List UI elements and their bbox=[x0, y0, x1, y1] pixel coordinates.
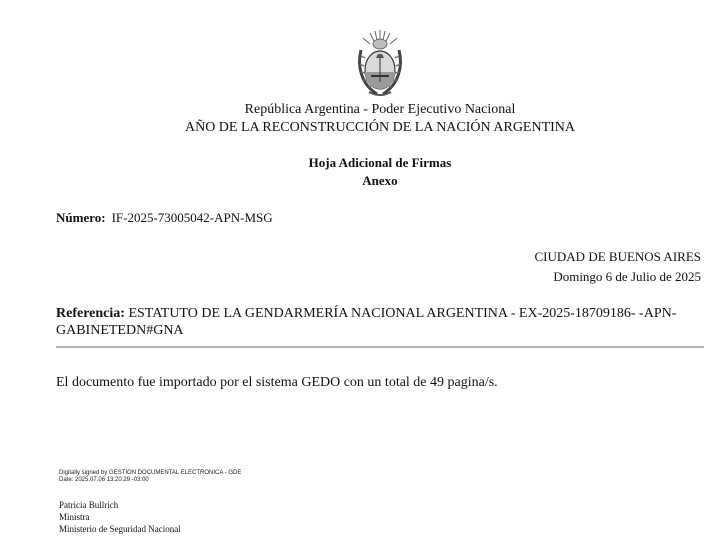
document-title: Hoja Adicional de Firmas bbox=[308, 155, 452, 170]
signer-block bbox=[59, 499, 181, 535]
document-city: CIUDAD DE BUENOS AIRES bbox=[534, 249, 701, 264]
reference-value: ESTATUTO DE LA GENDARMERÍA NACIONAL ARGENTINA - EX-2025-18709186- -APN-GABINETEDN#GNA bbox=[56, 306, 677, 338]
document-number bbox=[56, 210, 273, 226]
document-subtitle: Anexo bbox=[362, 173, 398, 188]
coat-of-arms-icon bbox=[355, 28, 405, 100]
signer-role: Ministra bbox=[59, 512, 90, 522]
document-body: El documento fue importado por el sistema GEDO con un total de 49 pagina/s. bbox=[56, 375, 498, 390]
document-reference bbox=[56, 305, 696, 339]
digital-signature-date: Date: 2025.07.06 13:20:29 -03:00 bbox=[59, 477, 149, 483]
signer-name: Patricia Bullrich bbox=[59, 500, 119, 510]
document-number-label: Número: bbox=[56, 210, 106, 225]
header-government: República Argentina - Poder Ejecutivo Nacional bbox=[244, 102, 516, 117]
digital-signature-line: Digitally signed by GESTION DOCUMENTAL ELECTRONICA - GDE bbox=[59, 470, 242, 476]
header-year-motto: AÑO DE LA RECONSTRUCCIÓN DE LA NACIÓN ARGENTINA bbox=[184, 120, 576, 135]
reference-label: Referencia: bbox=[56, 306, 125, 321]
document-number-value: IF-2025-73005042-APN-MSG bbox=[111, 210, 273, 225]
digital-signature-stamp bbox=[59, 470, 241, 484]
divider bbox=[56, 346, 704, 348]
signer-office: Ministerio de Seguridad Nacional bbox=[59, 524, 181, 534]
document-date: Domingo 6 de Julio de 2025 bbox=[553, 269, 701, 284]
